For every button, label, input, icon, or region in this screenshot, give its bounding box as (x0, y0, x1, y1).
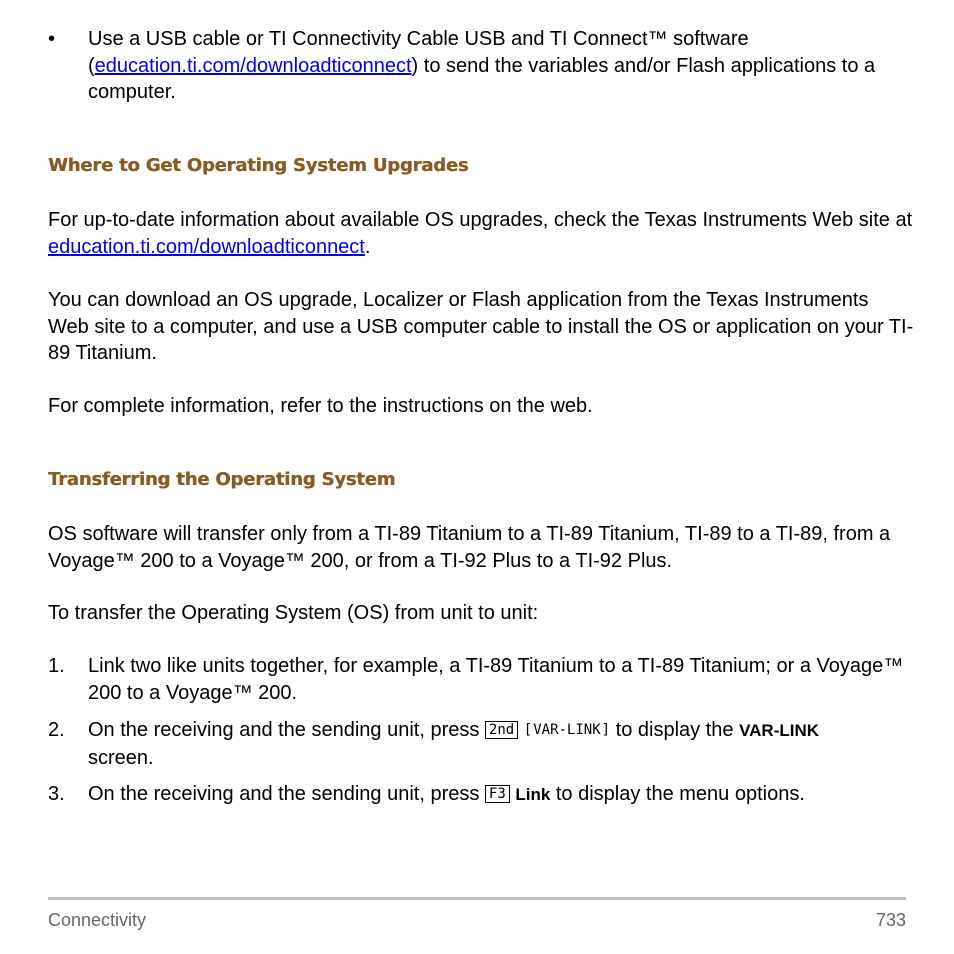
paragraph-complete-info: For complete information, refer to the instructions on the web. (48, 395, 593, 417)
footer-section-name: Connectivity (48, 910, 147, 930)
key-var-link: [ VAR-LINK ] (524, 722, 610, 738)
paragraph-download-instructions: You can download an OS upgrade, Localizer or Flash application from the Texas Instruments Web site to a computer, and use a USB computer cable to install the OS or application on your TI-89 Titanium. (48, 289, 914, 364)
key-f3: F3 (485, 785, 510, 803)
screen-name-var-link: VAR-LINK (739, 721, 820, 740)
paragraph-os-upgrades-info: For up-to-date information about available OS upgrades, check the Texas Instruments Web site at education.ti.com/downloadticonnect. (48, 209, 913, 258)
footer-divider (48, 897, 906, 900)
intro-bullet-text: Use a USB cable or TI Connectivity Cable USB and TI Connect™ software (education.ti.com/downloadticonnect) to send the variables and/or Flash applications to a computer. (88, 28, 876, 103)
step-text: Link two like units together, for example, a TI-89 Titanium to a TI-89 Titanium; or a Voyage™ 200 to a Voyage™ 200. (88, 655, 904, 704)
paragraph-transfer-intro: To transfer the Operating System (OS) from unit to unit: (48, 602, 539, 624)
download-link-2[interactable]: education.ti.com/downloadticonnect (48, 235, 365, 258)
key-2nd: 2nd (485, 721, 518, 739)
step-number: 1. (48, 655, 65, 677)
step-text: On the receiving and the sending unit, press 2nd [ VAR-LINK ] to display the VAR-LINK screen. (88, 717, 914, 771)
section-heading-transferring-os: Transferring the Operating System (48, 469, 396, 490)
bullet-marker: • (48, 28, 56, 50)
download-link[interactable]: education.ti.com/downloadticonnect (94, 54, 412, 77)
paragraph-transfer-compat: OS software will transfer only from a TI-89 Titanium to a TI-89 Titanium, TI-89 to a TI-89, from a Voyage™ 200 to a Voyage™ 200, or from a TI-92 Plus to a TI-92 Plus. (48, 523, 891, 572)
section-heading-os-upgrades: Where to Get Operating System Upgrades (48, 155, 469, 176)
step-number: 3. (48, 783, 65, 805)
footer-page-number: 733 (875, 910, 906, 930)
menu-name-link: Link (515, 785, 551, 804)
step-number: 2. (48, 719, 65, 741)
step-text: On the receiving and the sending unit, press F3 Link to display the menu options. (88, 783, 805, 805)
